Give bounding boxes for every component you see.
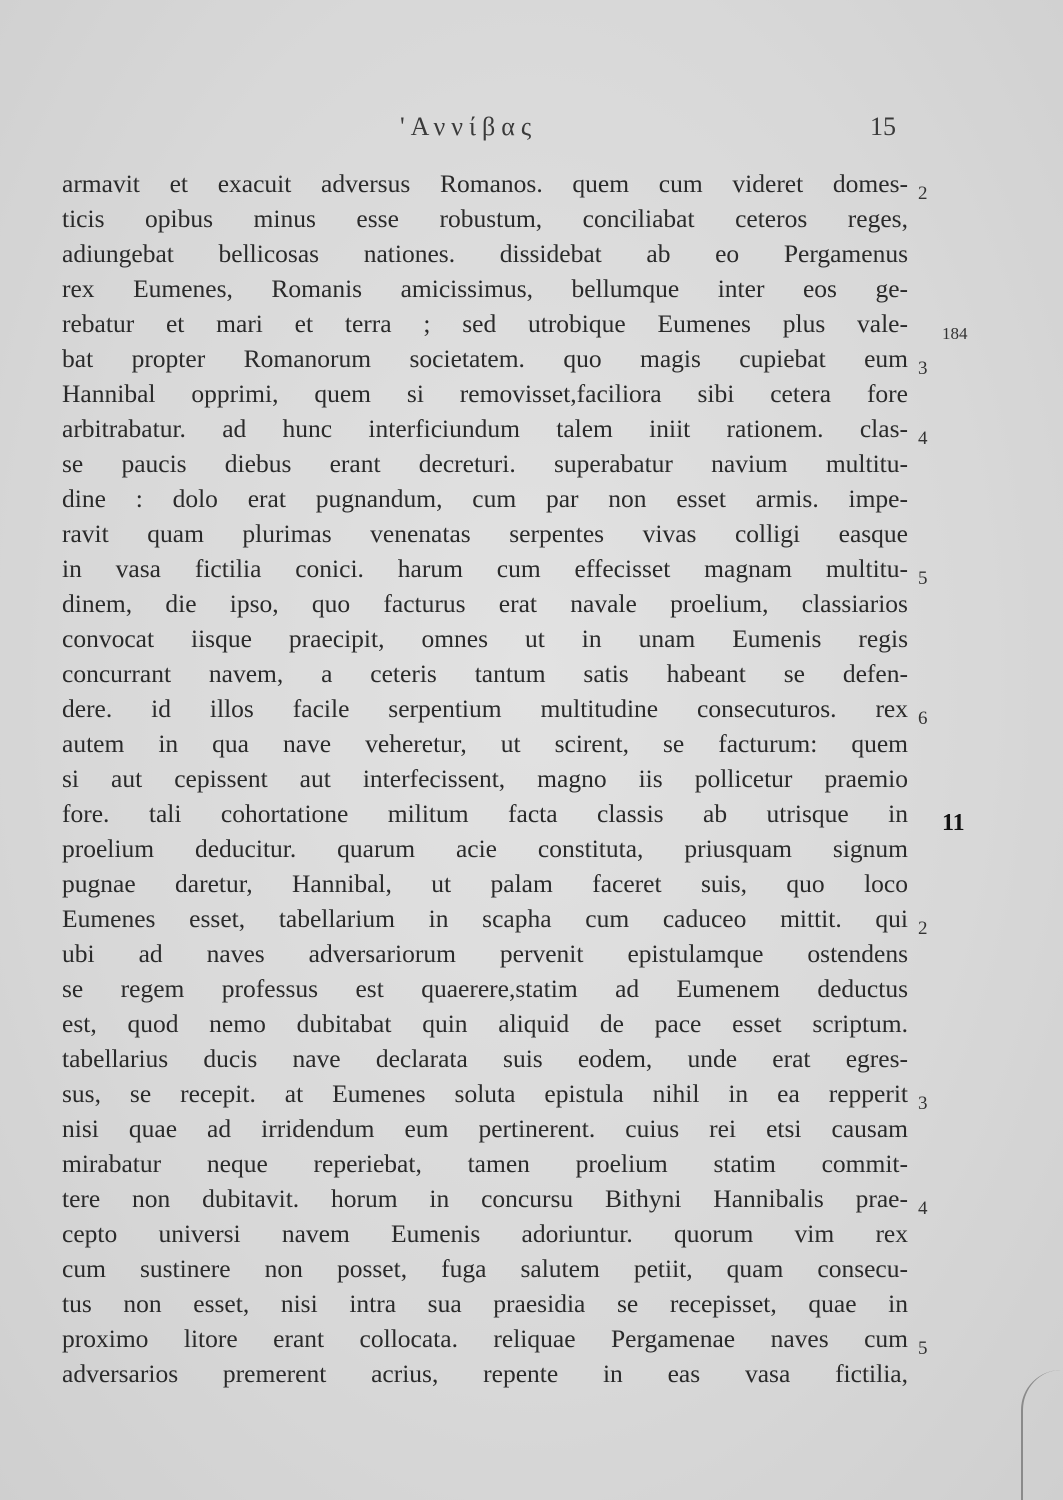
- text-line: tere non dubitavit. horum in concursu Bithyni Hannibalis prae-: [62, 1184, 908, 1213]
- section-number: 5: [918, 568, 928, 589]
- text-line: proximo litore erant collocata. reliquae Pergamenae naves cum: [62, 1324, 908, 1353]
- text-line: convocat iisque praecipit, omnes ut in unam Eumenis regis: [62, 624, 908, 653]
- text-line: bat propter Romanorum societatem. quo magis cupiebat eum: [62, 344, 908, 373]
- text-line: concurrant navem, a ceteris tantum satis habeant se defen-: [62, 659, 908, 688]
- text-line: adversarios premerent acrius, repente in eas vasa fictilia,: [62, 1359, 908, 1388]
- text-line: ticis opibus minus esse robustum, conciliabat ceteros reges,: [62, 204, 908, 233]
- text-line: Hannibal opprimi, quem si removisset,faciliora sibi cetera fore: [62, 379, 908, 408]
- text-line: si aut cepissent aut interfecissent, magno iis pollicetur praemio: [62, 764, 908, 793]
- year-marker: 184: [942, 324, 968, 343]
- section-number: 3: [918, 1093, 928, 1114]
- text-line: tus non esset, nisi intra sua praesidia se recepisset, quae in: [62, 1289, 908, 1318]
- text-line: in vasa fictilia conici. harum cum effecisset magnam multitu-: [62, 554, 908, 583]
- body-text: [62, 166, 908, 1391]
- text-line: se paucis diebus erant decreturi. superabatur navium multitu-: [62, 449, 908, 478]
- section-number: 2: [918, 183, 928, 204]
- section-number: 3: [918, 358, 928, 379]
- text-line: dere. id illos facile serpentium multitudine consecuturos. rex: [62, 694, 908, 723]
- section-number: 2: [918, 918, 928, 939]
- text-line: mirabatur neque reperiebat, tamen proelium statim commit-: [62, 1149, 908, 1178]
- text-line: Eumenes esset, tabellarium in scapha cum caduceo mittit. qui: [62, 904, 908, 933]
- text-line: ubi ad naves adversariorum pervenit epistulamque ostendens: [62, 939, 908, 968]
- text-line: cum sustinere non posset, fuga salutem petiit, quam consecu-: [62, 1254, 908, 1283]
- section-number: 6: [918, 708, 928, 729]
- text-line: autem in qua nave veheretur, ut scirent, se facturum: quem: [62, 729, 908, 758]
- text-line: adiungebat bellicosas nationes. dissidebat ab eo Pergamenus: [62, 239, 908, 268]
- page-curl-edge: [1021, 1370, 1063, 1500]
- text-line: sus, se recepit. at Eumenes soluta epistula nihil in ea repperit: [62, 1079, 908, 1108]
- text-line: dine : dolo erat pugnandum, cum par non esset armis. impe-: [62, 484, 908, 513]
- section-number: 5: [918, 1338, 928, 1359]
- page-number: 15: [870, 112, 896, 141]
- text-line: se regem professus est quaerere,statim ad Eumenem deductus: [62, 974, 908, 1003]
- section-number: 4: [918, 428, 928, 449]
- text-line: armavit et exacuit adversus Romanos. quem cum videret domes-: [62, 169, 908, 198]
- text-line: ravit quam plurimas venenatas serpentes vivas colligi easque: [62, 519, 908, 548]
- text-line: pugnae daretur, Hannibal, ut palam faceret suis, quo loco: [62, 869, 908, 898]
- running-head: [0, 112, 1063, 148]
- text-line: arbitrabatur. ad hunc interficiundum talem iniit rationem. clas-: [62, 414, 908, 443]
- chapter-title: 'Αννίβας: [400, 112, 538, 141]
- text-line: proelium deducitur. quarum acie constituta, priusquam signum: [62, 834, 908, 863]
- text-line: dinem, die ipso, quo facturus erat navale proelium, classiarios: [62, 589, 908, 618]
- text-line: fore. tali cohortatione militum facta classis ab utrisque in: [62, 799, 908, 828]
- text-line: cepto universi navem Eumenis adoriuntur. quorum vim rex: [62, 1219, 908, 1248]
- section-number: 4: [918, 1198, 928, 1219]
- text-line: nisi quae ad irridendum eum pertinerent. cuius rei etsi causam: [62, 1114, 908, 1143]
- text-line: rex Eumenes, Romanis amicissimus, bellumque inter eos ge-: [62, 274, 908, 303]
- text-line: rebatur et mari et terra ; sed utrobique Eumenes plus vale-: [62, 309, 908, 338]
- text-line: tabellarius ducis nave declarata suis eodem, unde erat egres-: [62, 1044, 908, 1073]
- text-line: est, quod nemo dubitabat quin aliquid de pace esset scriptum.: [62, 1009, 908, 1038]
- chapter-number: 11: [942, 810, 965, 836]
